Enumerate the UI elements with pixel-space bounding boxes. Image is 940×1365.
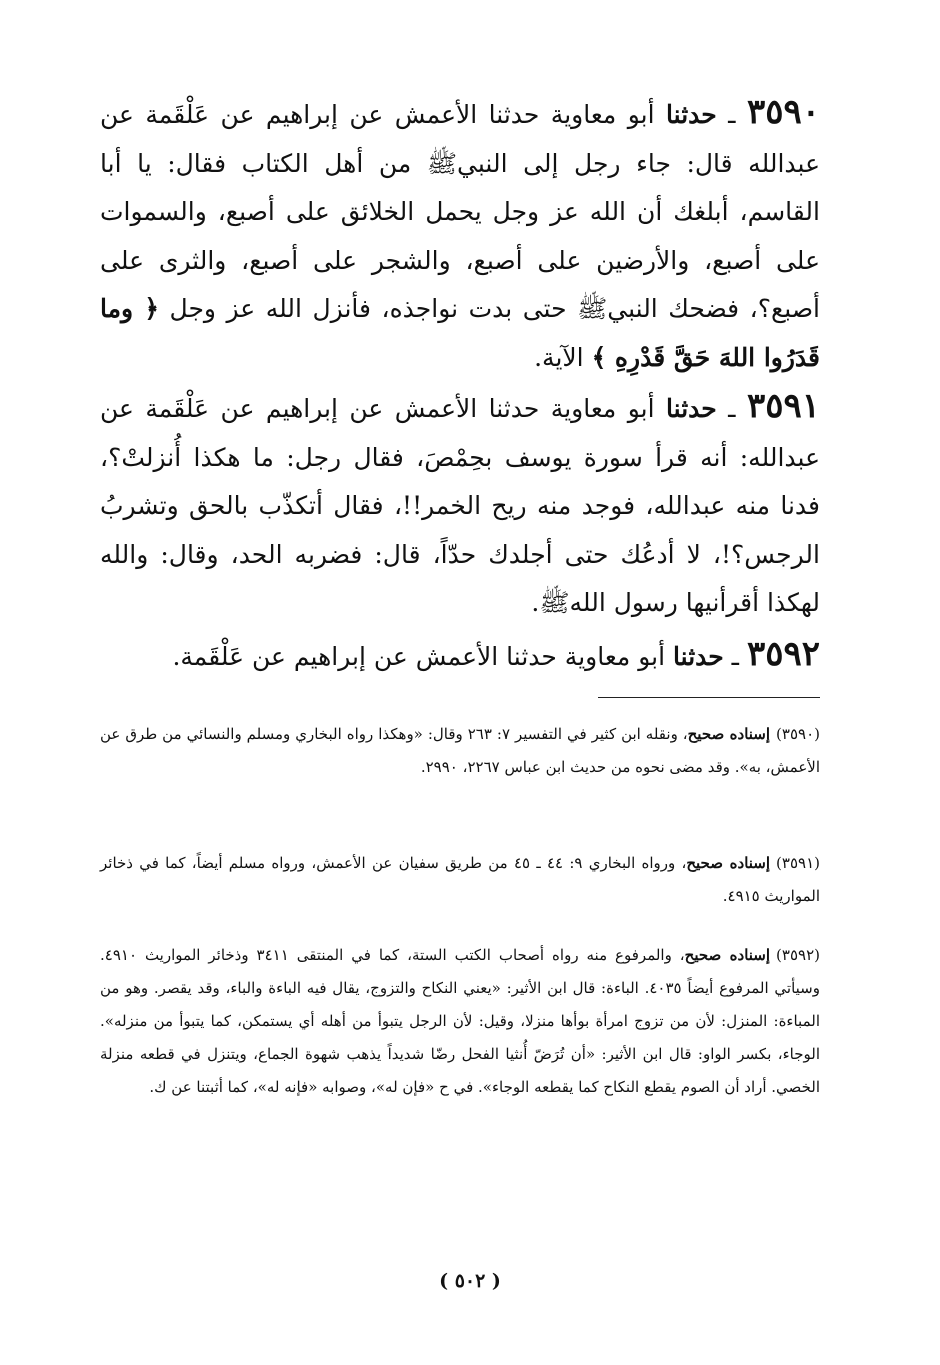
footnote-text: ، والمرفوع منه رواه أصحاب الكتب الستة، كما في المنتقى ٣٤١١ وذخائر المواريث ٤٩١٠. وسيأتي المرفوع أيضاً ٤٠٣٥. الباءة: قال ابن الأثير: «يعني النكاح والتزوج، يقال فيه الباءة والباء، وقد يقصر. وهو من المباءة: المنزل: لأن من تزوج امرأة بوأها منزلا، وقيل: لأن الرجل يتبوأ من أهله أي يستمكن، كما يتبوأ من منزله». الوجاء، بكسر الواو: قال ابن الأثير: «أن تُرَضّ أُنثيا الفحل رضّا شديداً يذهب شهوة الجماع، ويتنزل في قطعه منزلة الخصي. أراد أن الصوم يقطع النكاح كما يقطعه الوجاء». في ح «فإن له»، وصوابه «فإنه له»، كما أثبتنا عن ك.: [100, 946, 820, 1096]
footnote-ref: (٣٥٩٢): [776, 946, 820, 964]
footnote-3590: [100, 718, 820, 784]
footnote-grade: إسناده صحيح: [687, 725, 771, 743]
hadith-3590: [100, 88, 820, 382]
hadith-separator: ـ: [716, 394, 747, 423]
haddathana-word: حدثنا: [673, 642, 724, 671]
footnote-3592: [100, 939, 820, 1104]
hadith-3592: [100, 630, 820, 682]
hadith-number: ٣٥٩١: [746, 386, 820, 426]
hadith-separator: ـ: [723, 642, 747, 671]
hadith-text: أبو معاوية حدثنا الأعمش عن إبراهيم عن عَلْقَمة عن عبدالله: أنه قرأ سورة يوسف بحِمْصَ، فقال رجل: ما هكذا أُنزلتْ؟، فدنا منه عبدالله، فوجد منه ريح الخمر!!، فقال أتكذّب بالحق وتشربُ الرجس؟!، لا أدعُك حتى أجلدك حدّاً، قال: فضربه الحد، وقال: والله لهكذا أقرأنيها رسول اللهﷺ.: [100, 394, 820, 617]
hadith-end: الآية.: [534, 342, 592, 372]
quran-verse: ﴿ وما قَدَرُوا اللهَ حَقَّ قَدْرِهِ ﴾: [100, 294, 820, 372]
hadith-separator: ـ: [716, 100, 747, 129]
haddathana-word: حدثنا: [666, 394, 717, 423]
footnote-grade: إسناده صحيح: [686, 854, 771, 872]
haddathana-word: حدثنا: [666, 100, 717, 129]
hadith-3591: [100, 382, 820, 628]
hadith-number: ٣٥٩٢: [746, 634, 820, 674]
hadith-text: أبو معاوية حدثنا الأعمش عن إبراهيم عن عَلْقَمة عن عبدالله قال: جاء رجل إلى النبيﷺ من أهل الكتاب فقال: يا أبا القاسم، أبلغك أن الله عز وجل يحمل الخلائق على أصبع، والسموات على أصبع، والأرضين على أصبع، والشجر على أصبع، والثرى على أصبع؟، فضحك النبيﷺ حتى بدت نواجذه، فأنزل الله عز وجل: [100, 100, 820, 323]
footnote-text: ، ورواه البخاري ٩: ٤٤ ـ ٤٥ من طريق سفيان عن الأعمش، ورواه مسلم أيضاً، كما في ذخائر المواريث ٤٩١٥.: [100, 854, 820, 905]
footnote-ref: (٣٥٩١): [776, 854, 820, 872]
page-number: ( ٥٠٢ ): [439, 1270, 501, 1292]
hadith-text: أبو معاوية حدثنا الأعمش عن إبراهيم عن عَلْقَمة.: [172, 642, 674, 671]
footnote-ref: (٣٥٩٠): [776, 725, 820, 743]
hadith-number: ٣٥٩٠: [746, 92, 820, 132]
footnote-text: ، ونقله ابن كثير في التفسير ٧: ٢٦٣ وقال: «وهكذا رواه البخاري ومسلم والنسائي من طرق عن الأعمش، به». وقد مضى نحوه من حديث ابن عباس ٢٢٦٧، ٢٩٩٠.: [100, 725, 820, 776]
footnote-divider: [598, 697, 820, 698]
footnote-grade: إسناده صحيح: [684, 946, 771, 964]
footnote-3591: [100, 847, 820, 913]
